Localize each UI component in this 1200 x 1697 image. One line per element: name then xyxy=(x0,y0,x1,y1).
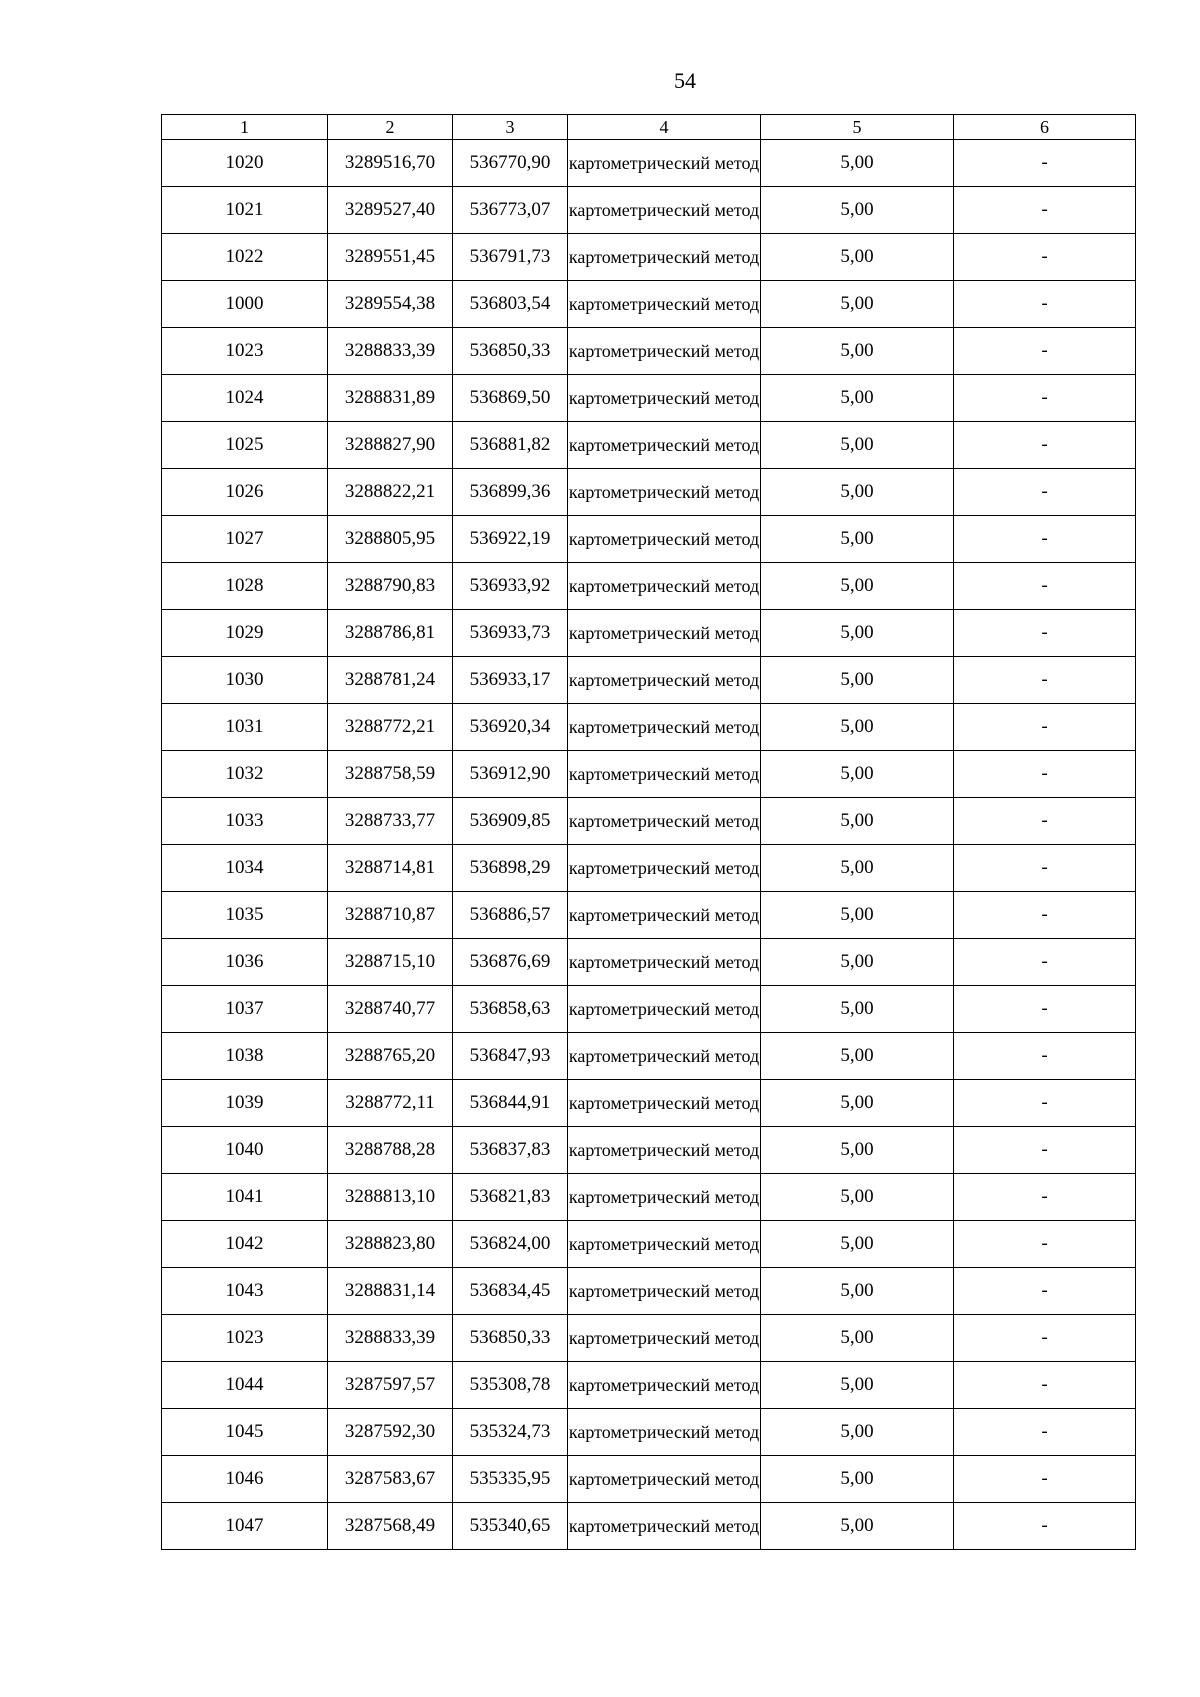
header-cell: 4 xyxy=(568,115,761,140)
method-cell: картометрический метод xyxy=(568,1362,761,1409)
note-cell: - xyxy=(954,375,1136,422)
table-row xyxy=(162,1362,1136,1409)
point-number-cell: 1020 xyxy=(162,140,328,187)
method-cell: картометрический метод xyxy=(568,1033,761,1080)
note-cell: - xyxy=(954,939,1136,986)
note-cell: - xyxy=(954,281,1136,328)
y-coordinate-cell: 535308,78 xyxy=(453,1362,568,1409)
y-coordinate-cell: 536837,83 xyxy=(453,1127,568,1174)
point-number-cell: 1043 xyxy=(162,1268,328,1315)
point-number-cell: 1021 xyxy=(162,187,328,234)
point-number-cell: 1000 xyxy=(162,281,328,328)
y-coordinate-cell: 535335,95 xyxy=(453,1456,568,1503)
table-row xyxy=(162,422,1136,469)
accuracy-cell: 5,00 xyxy=(761,1268,954,1315)
note-cell: - xyxy=(954,1080,1136,1127)
y-coordinate-cell: 536844,91 xyxy=(453,1080,568,1127)
table-row xyxy=(162,1456,1136,1503)
y-coordinate-cell: 536881,82 xyxy=(453,422,568,469)
point-number-cell: 1040 xyxy=(162,1127,328,1174)
point-number-cell: 1023 xyxy=(162,1315,328,1362)
y-coordinate-cell: 536899,36 xyxy=(453,469,568,516)
note-cell: - xyxy=(954,1268,1136,1315)
table-row xyxy=(162,751,1136,798)
accuracy-cell: 5,00 xyxy=(761,1127,954,1174)
y-coordinate-cell: 536791,73 xyxy=(453,234,568,281)
method-cell: картометрический метод xyxy=(568,422,761,469)
table-row xyxy=(162,469,1136,516)
header-row xyxy=(162,115,1136,140)
table-row xyxy=(162,798,1136,845)
table-row xyxy=(162,986,1136,1033)
page-number: 54 xyxy=(674,68,696,93)
y-coordinate-cell: 536876,69 xyxy=(453,939,568,986)
x-coordinate-cell: 3287592,30 xyxy=(328,1409,453,1456)
accuracy-cell: 5,00 xyxy=(761,563,954,610)
accuracy-cell: 5,00 xyxy=(761,328,954,375)
accuracy-cell: 5,00 xyxy=(761,1362,954,1409)
note-cell: - xyxy=(954,563,1136,610)
accuracy-cell: 5,00 xyxy=(761,1080,954,1127)
point-number-cell: 1046 xyxy=(162,1456,328,1503)
x-coordinate-cell: 3288831,14 xyxy=(328,1268,453,1315)
point-number-cell: 1031 xyxy=(162,704,328,751)
table-row xyxy=(162,187,1136,234)
accuracy-cell: 5,00 xyxy=(761,516,954,563)
point-number-cell: 1027 xyxy=(162,516,328,563)
table-row xyxy=(162,1127,1136,1174)
x-coordinate-cell: 3288833,39 xyxy=(328,328,453,375)
accuracy-cell: 5,00 xyxy=(761,610,954,657)
point-number-cell: 1023 xyxy=(162,328,328,375)
table-row xyxy=(162,657,1136,704)
x-coordinate-cell: 3288833,39 xyxy=(328,1315,453,1362)
header-cell: 1 xyxy=(162,115,328,140)
table-row xyxy=(162,1221,1136,1268)
accuracy-cell: 5,00 xyxy=(761,1315,954,1362)
method-cell: картометрический метод xyxy=(568,1268,761,1315)
table-row xyxy=(162,328,1136,375)
note-cell: - xyxy=(954,1456,1136,1503)
table-row xyxy=(162,563,1136,610)
x-coordinate-cell: 3288733,77 xyxy=(328,798,453,845)
accuracy-cell: 5,00 xyxy=(761,281,954,328)
method-cell: картометрический метод xyxy=(568,281,761,328)
table-row xyxy=(162,1315,1136,1362)
accuracy-cell: 5,00 xyxy=(761,845,954,892)
note-cell: - xyxy=(954,1221,1136,1268)
table-row xyxy=(162,1174,1136,1221)
x-coordinate-cell: 3289516,70 xyxy=(328,140,453,187)
method-cell: картометрический метод xyxy=(568,234,761,281)
table-row xyxy=(162,1268,1136,1315)
method-cell: картометрический метод xyxy=(568,1174,761,1221)
point-number-cell: 1034 xyxy=(162,845,328,892)
x-coordinate-cell: 3288831,89 xyxy=(328,375,453,422)
note-cell: - xyxy=(954,986,1136,1033)
method-cell: картометрический метод xyxy=(568,1080,761,1127)
point-number-cell: 1032 xyxy=(162,751,328,798)
note-cell: - xyxy=(954,610,1136,657)
y-coordinate-cell: 536922,19 xyxy=(453,516,568,563)
y-coordinate-cell: 536773,07 xyxy=(453,187,568,234)
point-number-cell: 1030 xyxy=(162,657,328,704)
accuracy-cell: 5,00 xyxy=(761,187,954,234)
header-cell: 5 xyxy=(761,115,954,140)
note-cell: - xyxy=(954,1409,1136,1456)
point-number-cell: 1029 xyxy=(162,610,328,657)
y-coordinate-cell: 536803,54 xyxy=(453,281,568,328)
accuracy-cell: 5,00 xyxy=(761,892,954,939)
x-coordinate-cell: 3288813,10 xyxy=(328,1174,453,1221)
table-row xyxy=(162,892,1136,939)
point-number-cell: 1026 xyxy=(162,469,328,516)
point-number-cell: 1022 xyxy=(162,234,328,281)
method-cell: картометрический метод xyxy=(568,1503,761,1550)
x-coordinate-cell: 3287597,57 xyxy=(328,1362,453,1409)
point-number-cell: 1039 xyxy=(162,1080,328,1127)
note-cell: - xyxy=(954,845,1136,892)
method-cell: картометрический метод xyxy=(568,516,761,563)
accuracy-cell: 5,00 xyxy=(761,469,954,516)
x-coordinate-cell: 3288758,59 xyxy=(328,751,453,798)
note-cell: - xyxy=(954,798,1136,845)
accuracy-cell: 5,00 xyxy=(761,1503,954,1550)
x-coordinate-cell: 3288827,90 xyxy=(328,422,453,469)
accuracy-cell: 5,00 xyxy=(761,657,954,704)
accuracy-cell: 5,00 xyxy=(761,798,954,845)
x-coordinate-cell: 3288823,80 xyxy=(328,1221,453,1268)
point-number-cell: 1025 xyxy=(162,422,328,469)
accuracy-cell: 5,00 xyxy=(761,375,954,422)
method-cell: картометрический метод xyxy=(568,892,761,939)
accuracy-cell: 5,00 xyxy=(761,704,954,751)
note-cell: - xyxy=(954,187,1136,234)
x-coordinate-cell: 3288805,95 xyxy=(328,516,453,563)
method-cell: картометрический метод xyxy=(568,328,761,375)
method-cell: картометрический метод xyxy=(568,140,761,187)
x-coordinate-cell: 3288714,81 xyxy=(328,845,453,892)
table-row xyxy=(162,1503,1136,1550)
accuracy-cell: 5,00 xyxy=(761,1174,954,1221)
point-number-cell: 1036 xyxy=(162,939,328,986)
note-cell: - xyxy=(954,516,1136,563)
y-coordinate-cell: 536850,33 xyxy=(453,328,568,375)
accuracy-cell: 5,00 xyxy=(761,986,954,1033)
x-coordinate-cell: 3288710,87 xyxy=(328,892,453,939)
accuracy-cell: 5,00 xyxy=(761,422,954,469)
point-number-cell: 1042 xyxy=(162,1221,328,1268)
note-cell: - xyxy=(954,422,1136,469)
y-coordinate-cell: 535324,73 xyxy=(453,1409,568,1456)
table-row xyxy=(162,516,1136,563)
note-cell: - xyxy=(954,234,1136,281)
point-number-cell: 1038 xyxy=(162,1033,328,1080)
method-cell: картометрический метод xyxy=(568,1221,761,1268)
y-coordinate-cell: 536858,63 xyxy=(453,986,568,1033)
note-cell: - xyxy=(954,1315,1136,1362)
method-cell: картометрический метод xyxy=(568,751,761,798)
x-coordinate-cell: 3287583,67 xyxy=(328,1456,453,1503)
x-coordinate-cell: 3288772,11 xyxy=(328,1080,453,1127)
x-coordinate-cell: 3289527,40 xyxy=(328,187,453,234)
method-cell: картометрический метод xyxy=(568,657,761,704)
coordinates-table xyxy=(161,114,1136,1550)
accuracy-cell: 5,00 xyxy=(761,140,954,187)
y-coordinate-cell: 536909,85 xyxy=(453,798,568,845)
method-cell: картометрический метод xyxy=(568,845,761,892)
table-row xyxy=(162,845,1136,892)
y-coordinate-cell: 536821,83 xyxy=(453,1174,568,1221)
point-number-cell: 1024 xyxy=(162,375,328,422)
y-coordinate-cell: 536770,90 xyxy=(453,140,568,187)
x-coordinate-cell: 3288772,21 xyxy=(328,704,453,751)
note-cell: - xyxy=(954,328,1136,375)
note-cell: - xyxy=(954,704,1136,751)
accuracy-cell: 5,00 xyxy=(761,1456,954,1503)
y-coordinate-cell: 536834,45 xyxy=(453,1268,568,1315)
method-cell: картометрический метод xyxy=(568,187,761,234)
method-cell: картометрический метод xyxy=(568,563,761,610)
method-cell: картометрический метод xyxy=(568,1315,761,1362)
note-cell: - xyxy=(954,1127,1136,1174)
method-cell: картометрический метод xyxy=(568,1409,761,1456)
accuracy-cell: 5,00 xyxy=(761,1221,954,1268)
table-row xyxy=(162,610,1136,657)
y-coordinate-cell: 536886,57 xyxy=(453,892,568,939)
x-coordinate-cell: 3288740,77 xyxy=(328,986,453,1033)
accuracy-cell: 5,00 xyxy=(761,1409,954,1456)
x-coordinate-cell: 3288822,21 xyxy=(328,469,453,516)
method-cell: картометрический метод xyxy=(568,1456,761,1503)
accuracy-cell: 5,00 xyxy=(761,1033,954,1080)
method-cell: картометрический метод xyxy=(568,798,761,845)
x-coordinate-cell: 3289554,38 xyxy=(328,281,453,328)
y-coordinate-cell: 536824,00 xyxy=(453,1221,568,1268)
table-row xyxy=(162,375,1136,422)
point-number-cell: 1028 xyxy=(162,563,328,610)
y-coordinate-cell: 536912,90 xyxy=(453,751,568,798)
table-row xyxy=(162,939,1136,986)
method-cell: картометрический метод xyxy=(568,939,761,986)
x-coordinate-cell: 3288788,28 xyxy=(328,1127,453,1174)
x-coordinate-cell: 3288790,83 xyxy=(328,563,453,610)
note-cell: - xyxy=(954,1033,1136,1080)
y-coordinate-cell: 536933,17 xyxy=(453,657,568,704)
note-cell: - xyxy=(954,1174,1136,1221)
table-row xyxy=(162,281,1136,328)
header-cell: 2 xyxy=(328,115,453,140)
point-number-cell: 1035 xyxy=(162,892,328,939)
x-coordinate-cell: 3288786,81 xyxy=(328,610,453,657)
x-coordinate-cell: 3288715,10 xyxy=(328,939,453,986)
y-coordinate-cell: 535340,65 xyxy=(453,1503,568,1550)
table-row xyxy=(162,704,1136,751)
point-number-cell: 1033 xyxy=(162,798,328,845)
method-cell: картометрический метод xyxy=(568,375,761,422)
note-cell: - xyxy=(954,1362,1136,1409)
note-cell: - xyxy=(954,140,1136,187)
table-row xyxy=(162,1080,1136,1127)
table-row xyxy=(162,1033,1136,1080)
y-coordinate-cell: 536933,92 xyxy=(453,563,568,610)
note-cell: - xyxy=(954,751,1136,798)
point-number-cell: 1037 xyxy=(162,986,328,1033)
method-cell: картометрический метод xyxy=(568,704,761,751)
note-cell: - xyxy=(954,1503,1136,1550)
header-cell: 6 xyxy=(954,115,1136,140)
y-coordinate-cell: 536847,93 xyxy=(453,1033,568,1080)
table-row xyxy=(162,140,1136,187)
note-cell: - xyxy=(954,657,1136,704)
header-cell: 3 xyxy=(453,115,568,140)
method-cell: картометрический метод xyxy=(568,469,761,516)
x-coordinate-cell: 3288781,24 xyxy=(328,657,453,704)
note-cell: - xyxy=(954,469,1136,516)
point-number-cell: 1047 xyxy=(162,1503,328,1550)
y-coordinate-cell: 536920,34 xyxy=(453,704,568,751)
accuracy-cell: 5,00 xyxy=(761,234,954,281)
table-row xyxy=(162,1409,1136,1456)
accuracy-cell: 5,00 xyxy=(761,751,954,798)
table-row xyxy=(162,234,1136,281)
point-number-cell: 1045 xyxy=(162,1409,328,1456)
method-cell: картометрический метод xyxy=(568,610,761,657)
x-coordinate-cell: 3288765,20 xyxy=(328,1033,453,1080)
accuracy-cell: 5,00 xyxy=(761,939,954,986)
method-cell: картометрический метод xyxy=(568,986,761,1033)
y-coordinate-cell: 536869,50 xyxy=(453,375,568,422)
y-coordinate-cell: 536850,33 xyxy=(453,1315,568,1362)
point-number-cell: 1044 xyxy=(162,1362,328,1409)
x-coordinate-cell: 3289551,45 xyxy=(328,234,453,281)
method-cell: картометрический метод xyxy=(568,1127,761,1174)
note-cell: - xyxy=(954,892,1136,939)
point-number-cell: 1041 xyxy=(162,1174,328,1221)
y-coordinate-cell: 536898,29 xyxy=(453,845,568,892)
y-coordinate-cell: 536933,73 xyxy=(453,610,568,657)
x-coordinate-cell: 3287568,49 xyxy=(328,1503,453,1550)
